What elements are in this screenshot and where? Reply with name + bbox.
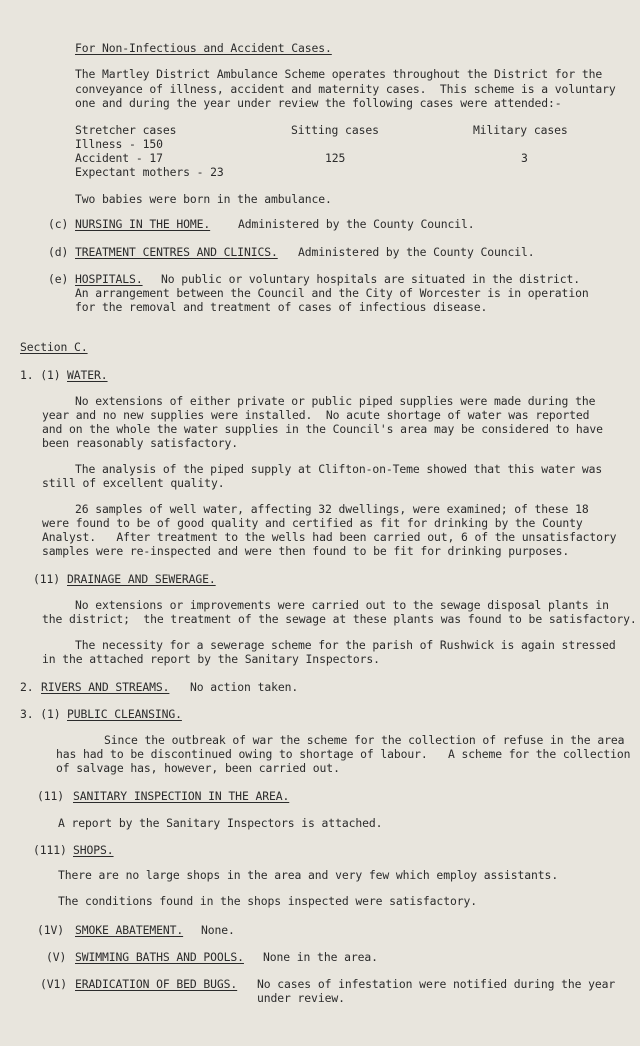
item-d-title: TREATMENT CENTRES AND CLINICS.: [75, 245, 278, 259]
water-p3-line-1: 26 samples of well water, affecting 32 dwellings, were examined; of these 18: [75, 502, 589, 516]
drainage-num: (11): [33, 572, 61, 586]
water-p1-line-2: year and no new supplies were installed. No acute shortage of water was reported: [42, 408, 590, 422]
item-e-title: HOSPITALS.: [75, 272, 143, 286]
item-e-line-1: An arrangement between the Council and the City of Worcester is in operation: [75, 286, 589, 300]
water-p2-line-2: still of excellent quality.: [42, 476, 225, 490]
item-d-num: (d): [48, 245, 69, 259]
sanitary-title: SANITARY INSPECTION IN THE AREA.: [73, 789, 290, 803]
shops-p2: The conditions found in the shops inspected were satisfactory.: [58, 894, 477, 908]
shops-p1: There are no large shops in the area and very few which employ assistants.: [58, 868, 559, 882]
water-num: 1. (1): [20, 368, 61, 382]
baths-title: SWIMMING BATHS AND POOLS.: [75, 950, 244, 964]
item-d-text: Administered by the County Council.: [298, 245, 535, 259]
item-e-text: No public or voluntary hospitals are situated in the district.: [161, 272, 580, 286]
rivers-title: RIVERS AND STREAMS.: [41, 680, 170, 694]
drainage-p2-line-2: in the attached report by the Sanitary Inspectors.: [42, 652, 380, 666]
drainage-title: DRAINAGE AND SEWERAGE.: [67, 572, 216, 586]
smoke-text: None.: [201, 923, 235, 937]
heading-non-infectious: For Non-Infectious and Accident Cases.: [75, 41, 332, 55]
header-stretcher: Stretcher cases: [75, 123, 177, 137]
ambulance-line-3: one and during the year under review the following cases were attended:-: [75, 96, 562, 110]
bugs-title: ERADICATION OF BED BUGS.: [75, 977, 238, 991]
cleansing-line-1: Since the outbreak of war the scheme for the collection of refuse in the area: [104, 733, 625, 747]
water-p3-line-3: Analyst. After treatment to the wells had been carried out, 6 of the unsatisfactory: [42, 530, 617, 544]
water-title: WATER.: [67, 368, 108, 382]
shops-title: SHOPS.: [73, 843, 114, 857]
stretcher-expectant: Expectant mothers - 23: [75, 165, 224, 179]
bugs-line-2: under review.: [257, 991, 345, 1005]
cleansing-line-3: of salvage has, however, been carried out.: [56, 761, 340, 775]
water-p2-line-1: The analysis of the piped supply at Clifton-on-Teme showed that this water was: [75, 462, 603, 476]
stretcher-illness: Illness - 150: [75, 137, 163, 151]
drainage-p2-line-1: The necessity for a sewerage scheme for the parish of Rushwick is again stressed: [75, 638, 616, 652]
ambulance-line-1: The Martley District Ambulance Scheme operates throughout the District for the: [75, 67, 603, 81]
item-c-title: NURSING IN THE HOME.: [75, 217, 211, 231]
sanitary-num: (11): [37, 789, 65, 803]
stretcher-accident: Accident - 17: [75, 151, 163, 165]
sitting-value: 125: [325, 151, 346, 165]
item-c-num: (c): [48, 217, 69, 231]
rivers-num: 2.: [20, 680, 34, 694]
header-military: Military cases: [473, 123, 568, 137]
smoke-title: SMOKE ABATEMENT.: [75, 923, 184, 937]
water-p3-line-2: were found to be of good quality and certified as fit for drinking by the County: [42, 516, 583, 530]
drainage-p1-line-2: the district; the treatment of the sewage at these plants was found to be satisfactory.: [42, 612, 637, 626]
shops-num: (111): [33, 843, 67, 857]
item-e-num: (e): [48, 272, 69, 286]
drainage-p1-line-1: No extensions or improvements were carried out to the sewage disposal plants in: [75, 598, 609, 612]
cleansing-line-2: has had to be discontinued owing to shortage of labour. A scheme for the collection: [56, 747, 631, 761]
ambulance-line-2: conveyance of illness, accident and maternity cases. This scheme is a voluntary: [75, 82, 616, 96]
sanitary-text: A report by the Sanitary Inspectors is attached.: [58, 816, 383, 830]
cleansing-title: PUBLIC CLEANSING.: [67, 707, 182, 721]
section-c-heading: Section C.: [20, 340, 88, 354]
bugs-num: (V1): [40, 977, 68, 991]
water-p3-line-4: samples were re-inspected and were then found to be fit for drinking purposes.: [42, 544, 570, 558]
item-c-text: Administered by the County Council.: [238, 217, 475, 231]
baths-text: None in the area.: [263, 950, 378, 964]
water-p1-line-3: and on the whole the water supplies in the Council's area may be considered to have: [42, 422, 603, 436]
water-p1-line-4: been reasonably satisfactory.: [42, 436, 238, 450]
military-value: 3: [521, 151, 528, 165]
smoke-num: (1V): [37, 923, 65, 937]
header-sitting: Sitting cases: [291, 123, 379, 137]
baths-num: (V): [46, 950, 67, 964]
rivers-text: No action taken.: [190, 680, 299, 694]
item-e-line-2: for the removal and treatment of cases of infectious disease.: [75, 300, 488, 314]
babies-line: Two babies were born in the ambulance.: [75, 192, 332, 206]
water-p1-line-1: No extensions of either private or public piped supplies were made during the: [75, 394, 596, 408]
bugs-line-1: No cases of infestation were notified during the year: [257, 977, 616, 991]
cleansing-num: 3. (1): [20, 707, 61, 721]
